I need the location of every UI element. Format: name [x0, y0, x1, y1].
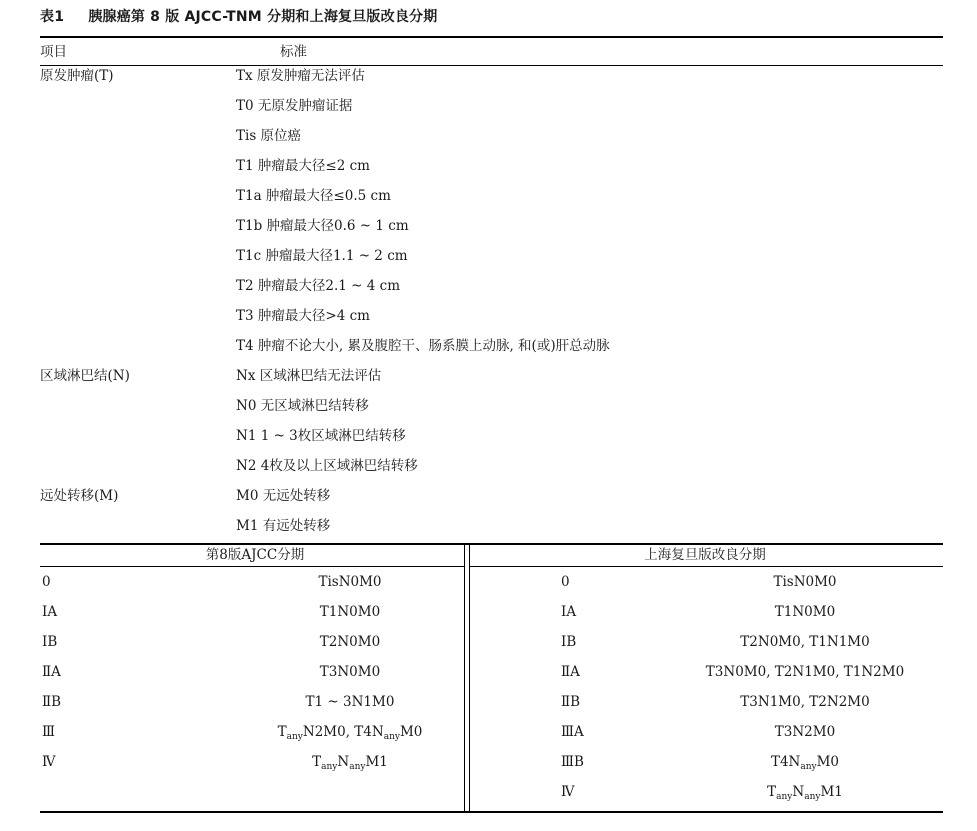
header-criteria: 标准: [280, 44, 307, 60]
fudan-criteria: T3N0M0, T2N1M0, T1N2M0: [705, 664, 905, 680]
ajcc-stage: 0: [42, 574, 51, 590]
lower-header-rule-right: [470, 566, 943, 567]
middle-rule: [40, 543, 943, 545]
ajcc-criteria: T1N0M0: [319, 604, 381, 620]
criteria-row: Nx 区域淋巴结无法评估: [236, 368, 382, 384]
column-divider-left: [464, 544, 465, 811]
criteria-row: Tx 原发肿瘤无法评估: [236, 68, 365, 84]
criteria-row: T1c 肿瘤最大径1.1 ~ 2 cm: [236, 248, 408, 264]
ajcc-stage: Ⅲ: [42, 724, 56, 740]
group-name: 远处转移(M): [40, 488, 119, 504]
top-rule: [40, 36, 943, 38]
criteria-row: N1 1 ~ 3枚区域淋巴结转移: [236, 428, 406, 444]
ajcc-stage: Ⅳ: [42, 754, 56, 770]
criteria-row: N0 无区域淋巴结转移: [236, 398, 369, 414]
fudan-stage: ⅡB: [561, 694, 581, 710]
criteria-row: T4 肿瘤不论大小, 累及腹腔干、肠系膜上动脉, 和(或)肝总动脉: [236, 338, 610, 354]
group-name: 原发肿瘤(T): [40, 68, 114, 84]
fudan-stage: ⅢA: [561, 724, 584, 740]
table-label: 表1: [40, 9, 65, 25]
criteria-row: T1b 肿瘤最大径0.6 ~ 1 cm: [236, 218, 409, 234]
ajcc-criteria: TisN0M0: [318, 574, 382, 590]
criteria-row: M1 有远处转移: [236, 518, 331, 534]
criteria-row: T3 肿瘤最大径>4 cm: [236, 308, 370, 324]
header-item: 项目: [40, 44, 67, 60]
ajcc-stage: ⅡA: [42, 664, 61, 680]
fudan-criteria: $T4N_{any}M0$: [770, 754, 840, 772]
fudan-criteria: T1N0M0: [774, 604, 836, 620]
ajcc-stage: ⅠB: [42, 634, 58, 650]
criteria-row: N2 4枚及以上区域淋巴结转移: [236, 458, 418, 474]
table-title: [40, 6, 437, 26]
fudan-criteria: T3N1M0, T2N2M0: [740, 694, 870, 710]
fudan-stage: ⅡA: [561, 664, 580, 680]
fudan-criteria: $T_{any}N_{any}M1$: [767, 784, 843, 802]
criteria-row: T2 肿瘤最大径2.1 ~ 4 cm: [236, 278, 400, 294]
ajcc-criteria: $T_{any}N2M0$, $T4N_{any}M0$: [277, 724, 423, 742]
table-title-text: 胰腺癌第 8 版 AJCC-TNM 分期和上海复旦版改良分期: [88, 9, 438, 25]
header-rule: [40, 65, 943, 66]
criteria-row: T0 无原发肿瘤证据: [236, 98, 353, 114]
ajcc-criteria: T1 ~ 3N1M0: [305, 694, 395, 710]
ajcc-header: 第8版AJCC分期: [205, 547, 305, 563]
criteria-row: T1a 肿瘤最大径≤0.5 cm: [236, 188, 391, 204]
fudan-stage: Ⅳ: [561, 784, 575, 800]
fudan-criteria: T3N2M0: [774, 724, 836, 740]
criteria-row: M0 无远处转移: [236, 488, 331, 504]
ajcc-stage: ⅡB: [42, 694, 62, 710]
lower-header-rule-left: [40, 566, 464, 567]
column-divider-right: [469, 544, 470, 811]
ajcc-stage: ⅠA: [42, 604, 58, 620]
criteria-row: Tis 原位癌: [236, 128, 302, 144]
fudan-criteria: TisN0M0: [773, 574, 837, 590]
fudan-header: 上海复旦版改良分期: [644, 547, 766, 563]
group-name: 区域淋巴结(N): [40, 368, 130, 384]
criteria-row: T1 肿瘤最大径≤2 cm: [236, 158, 370, 174]
ajcc-criteria: T3N0M0: [319, 664, 381, 680]
ajcc-criteria: $T_{any}N_{any}M1$: [312, 754, 388, 772]
fudan-stage: ⅠA: [561, 604, 577, 620]
bottom-rule: [40, 811, 943, 813]
fudan-stage: 0: [561, 574, 570, 590]
fudan-stage: ⅢB: [561, 754, 584, 770]
fudan-criteria: T2N0M0, T1N1M0: [740, 634, 870, 650]
ajcc-criteria: T2N0M0: [319, 634, 381, 650]
fudan-stage: ⅠB: [561, 634, 577, 650]
